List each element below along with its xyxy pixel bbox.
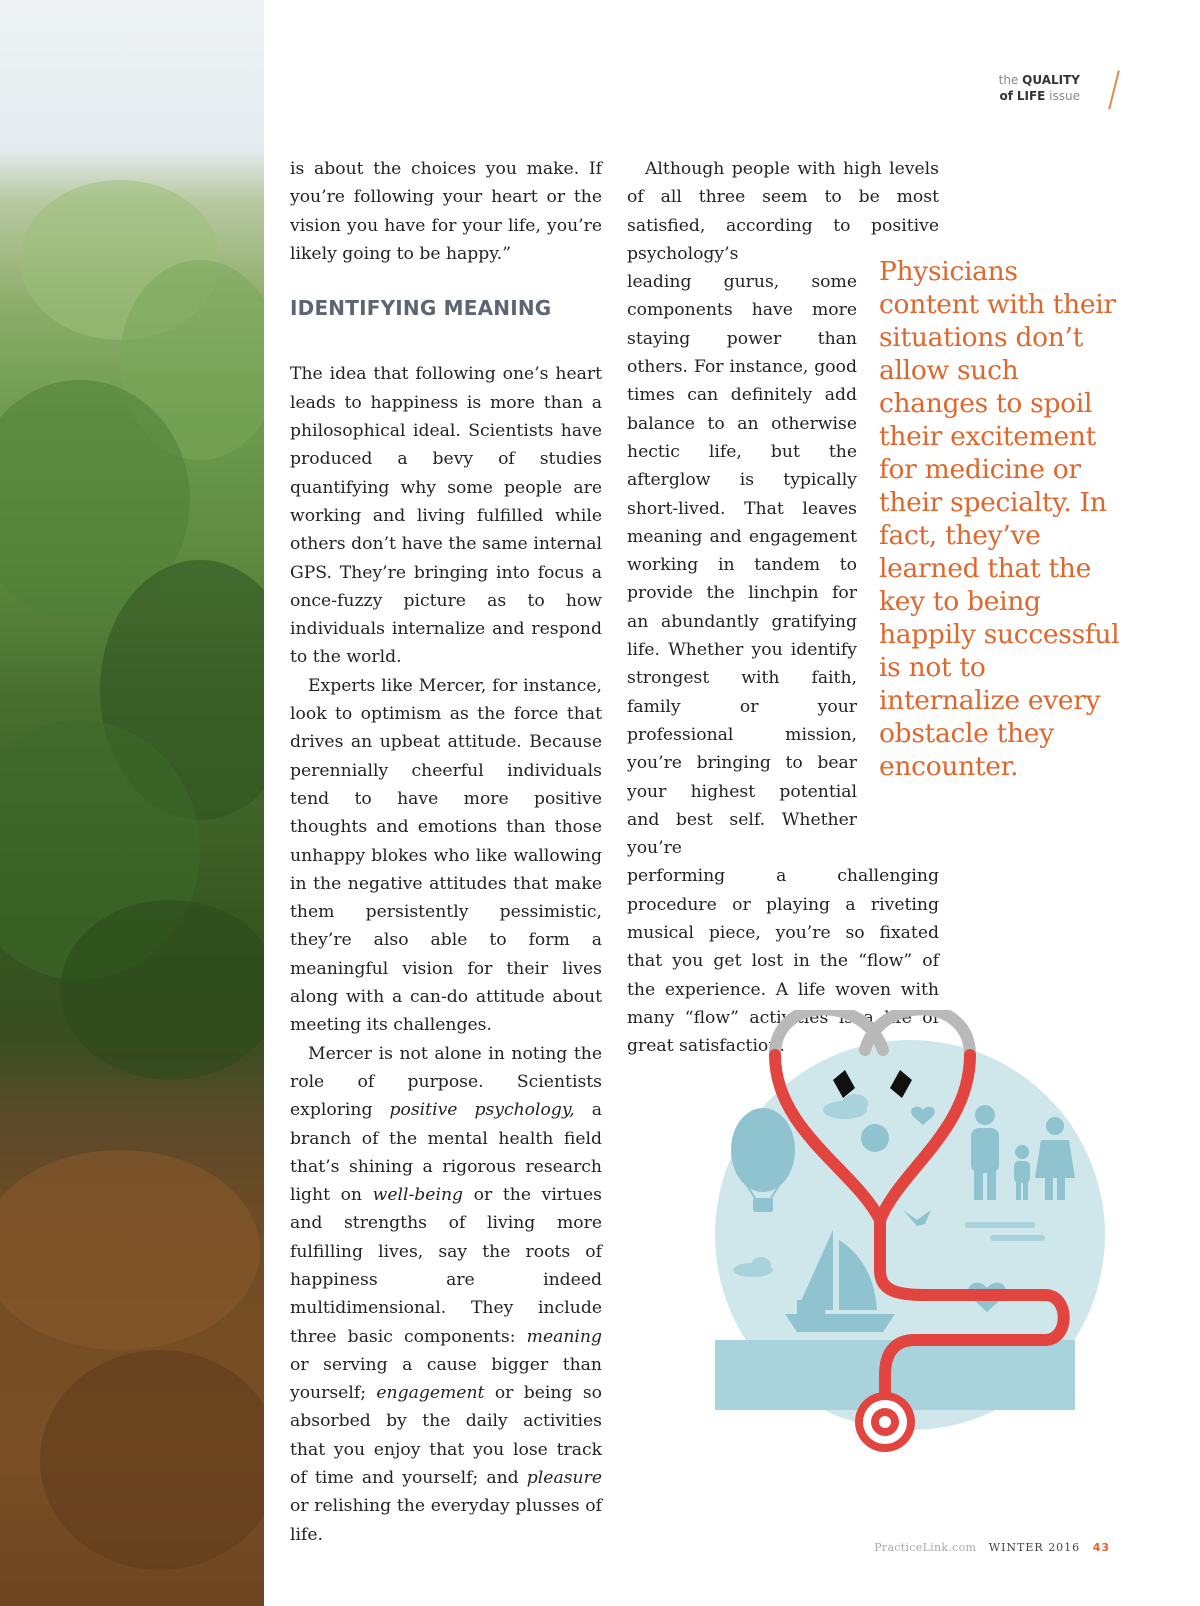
issue-tag xyxy=(999,72,1080,104)
chestpiece-icon xyxy=(855,1392,915,1452)
issue-tag-life: LIFE xyxy=(1016,89,1046,103)
issue-tag-quality: QUALITY xyxy=(1022,73,1080,87)
paragraph: Although people with high levels of all three seem to be most satisfied, according to positive psychology’s xyxy=(627,159,939,264)
sun-icon xyxy=(861,1124,889,1152)
page-number: 43 xyxy=(1092,1541,1110,1554)
paragraph: Experts like Mercer, for instance, look to optimism as the force that drives an upbeat attitude. Because perennially cheerful individuals tend to have more positive thoughts and emotions than those unhappy blokes who like wallowing in the negative attitudes that make them persistently pessimistic, they’re also able to form a meaningful vision for their lives along with a can-do attitude about meeting its challenges. xyxy=(290,675,602,1036)
paragraph-wrap: leading gurus, some components have more staying power than others. For instance, good times can definitely add balance to an otherwise hectic life, but the afterglow is typically short-lived. That leaves meaning and engagement working in tandem to provide the linchpin for an abundantly gratifying life. Whether you identify strongest with faith, family or your professional mission, you’re bringing to bear your highest potential and best self. Whether you’re xyxy=(627,272,857,859)
pull-quote: Physicians content with their situations don’t allow such changes to spoil their excitement for medicine or their specialty. In fact, they’ve learned that the key to being happily successful is not to internalize every obstacle they encounter. xyxy=(879,256,1120,782)
column-left xyxy=(290,155,602,1549)
section-heading: IDENTIFYING MEANING xyxy=(290,296,552,321)
page-footer xyxy=(874,1541,1110,1554)
footer-issue-date: WINTER 2016 xyxy=(988,1541,1081,1554)
issue-tag-divider xyxy=(1108,70,1120,109)
issue-tag-the: the xyxy=(998,73,1019,87)
footer-site: PracticeLink.com xyxy=(874,1541,977,1554)
issue-tag-issue: issue xyxy=(1049,89,1080,103)
paragraph: The idea that following one’s heart leads to happiness is more than a philosophical ideal. Scientists have produced a bevy of studies quantifying why some people are working and living fulfilled while others don’t have the same internal GPS. They’re bringing into focus a once-fuzzy picture as to how individuals internalize and respond to the world. xyxy=(290,364,602,668)
paragraph: is about the choices you make. If you’re following your heart or the vision you have for your life, you’re likely going to be happy.” xyxy=(290,159,602,264)
stethoscope-illustration xyxy=(715,1010,1135,1500)
paragraph-continued: performing a challenging procedure or playing a riveting musical piece, you’re so fixated that you get lost in the “flow” of the experience. A life woven with many “flow” activities is a life of great satisfaction. xyxy=(627,866,939,1057)
nature-photo xyxy=(0,0,264,1606)
issue-tag-of: of xyxy=(999,89,1013,103)
paragraph: Mercer is not alone in noting the role of purpose. Scientists exploring positive psychology, a branch of the mental health field that’s shining a rigorous research light on well-being or the virtues and strengths of living more fulfilling lives, say the roots of happiness are indeed multidimensional. They include three basic components: meaning or serving a cause bigger than yourself; engagement or being so absorbed by the daily activities that you enjoy that you lose track of time and yourself; and pleasure or relishing the everyday plusses of life. xyxy=(290,1043,603,1545)
